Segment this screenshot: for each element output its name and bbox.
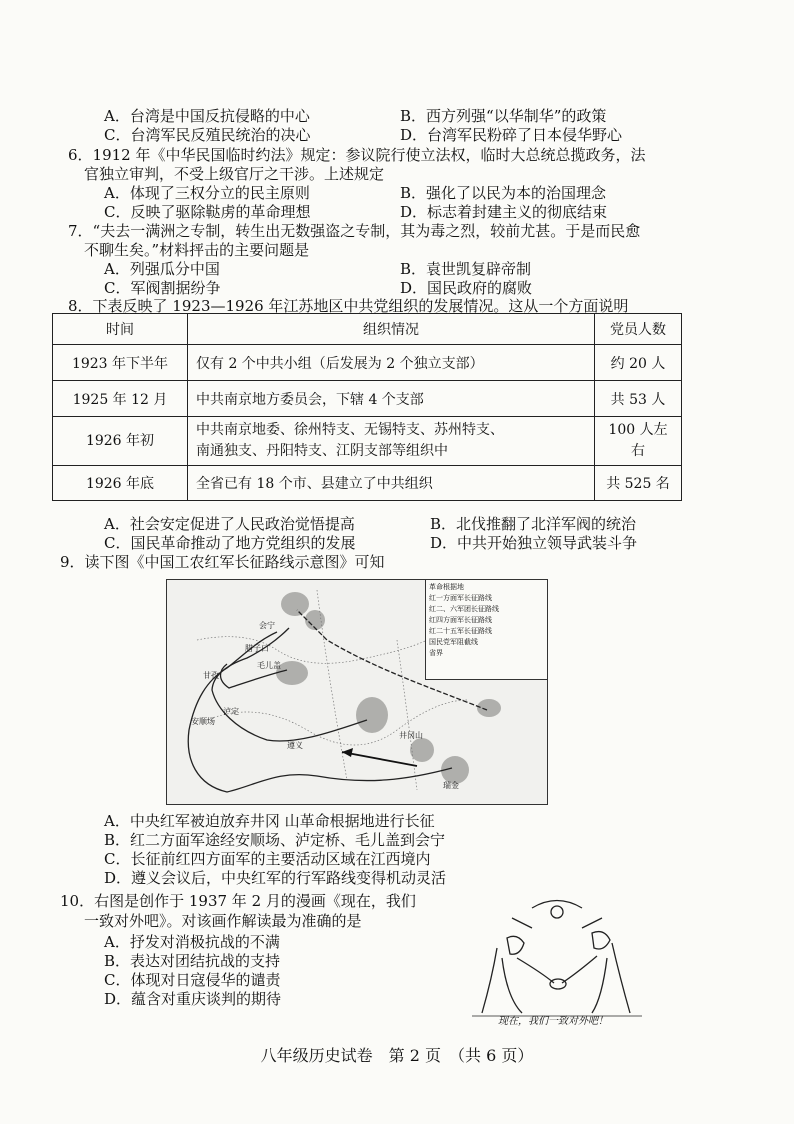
map-label: 遵义 <box>287 741 303 750</box>
q8-option-b: B．北伐推翻了北洋军阀的统治 <box>430 515 637 533</box>
map-label: 井冈山 <box>399 731 423 740</box>
cell-organization <box>188 417 595 466</box>
legend-entry: 省界 <box>429 649 443 657</box>
q6-option-d: D．标志着封建主义的彻底结束 <box>400 203 608 221</box>
cartoon-left-figure-back <box>482 948 497 1013</box>
header-time: 时间 <box>53 314 188 345</box>
q6-option-b: B．强化了以民为本的治国理念 <box>400 184 607 202</box>
legend-entry: 红四方面军长征路线 <box>429 616 492 624</box>
table-header-row <box>53 314 682 345</box>
q7-option-d: D．国民政府的腐败 <box>400 279 533 297</box>
map-label: 甘孜 <box>203 671 219 680</box>
cell-time: 1926 年底 <box>53 466 188 501</box>
cell-organization: 全省已有 18 个市、县建立了中共组织 <box>188 466 595 501</box>
map-label: 泸定 <box>223 707 239 716</box>
cell-members: 共 53 人 <box>595 381 682 417</box>
q8-option-a: A．社会安定促进了人民政治觉悟提高 <box>104 515 355 533</box>
cartoon-right-head <box>592 932 610 949</box>
map-label: 会宁 <box>259 621 275 630</box>
cartoon-right-body <box>592 958 607 1013</box>
cartoon-left-arm <box>517 958 554 983</box>
cartoon-illustration <box>462 888 652 1038</box>
map-label: 腊子口 <box>245 644 269 653</box>
table-row <box>53 466 682 501</box>
cell-organization-line2: 南通独支、丹阳特支、江阴支部等组织中 <box>196 443 448 459</box>
cell-organization: 中共南京地方委员会，下辖 4 个支部 <box>188 381 595 417</box>
cartoon-cap <box>532 901 582 909</box>
table-row <box>53 417 682 466</box>
q7-option-b: B．袁世凯复辟帝制 <box>400 260 532 278</box>
legend-entry: 红二、六军团长征路线 <box>429 605 499 613</box>
q6-option-a: A．体现了三权分立的民主原则 <box>104 184 310 202</box>
cartoon-caption: 现在，我们一致对外吧！ <box>498 1016 608 1027</box>
q6-stem-line2: 官独立审判，不受上级官厅之干涉。上述规定 <box>84 165 385 183</box>
base-area-shaanbei <box>281 592 309 616</box>
q7-option-a: A．列强瓜分中国 <box>104 260 220 278</box>
header-organization: 组织情况 <box>188 314 595 345</box>
cell-time: 1923 年下半年 <box>53 345 188 381</box>
q10-option-b: B．表达对团结抗战的支持 <box>104 952 281 970</box>
arrow-line <box>342 752 417 766</box>
cell-members: 100 人左右 <box>595 417 682 466</box>
cartoon-left-body <box>502 958 522 1013</box>
long-march-map <box>166 579 548 805</box>
map-label: 毛儿盖 <box>257 661 281 670</box>
cell-organization: 仅有 2 个中共小组（后发展为 2 个独立支部） <box>188 345 595 381</box>
q10-option-c: C．体现对日寇侵华的谴责 <box>104 971 281 989</box>
q8-option-d: D．中共开始独立领导武装斗争 <box>430 534 638 552</box>
q6-stem-line1: 6．1912 年《中华民国临时约法》规定：参议院行使立法权，临时大总统总揽政务，法 <box>68 146 646 164</box>
cell-time: 1926 年初 <box>53 417 188 466</box>
table-row <box>53 345 682 381</box>
q10-stem-line1: 10．右图是创作于 1937 年 2 月的漫画《现在，我们 <box>60 892 416 910</box>
q5-option-c: C．台湾军民反殖民统治的决心 <box>104 126 311 144</box>
cell-organization-line1: 中共南京地委、徐州特支、无锡特支、苏州特支、 <box>196 422 504 438</box>
cell-members: 约 20 人 <box>595 345 682 381</box>
base-area-xiangexi <box>356 697 388 733</box>
base-area-jinggangshan <box>410 738 434 762</box>
q5-option-d: D．台湾军民粉碎了日本侵华野心 <box>400 126 623 144</box>
q9-option-a: A．中央红军被迫放弃井冈 山革命根据地进行长征 <box>104 812 435 830</box>
header-members: 党员人数 <box>595 314 682 345</box>
legend-entry: 革命根据地 <box>429 583 464 591</box>
cartoon-left-head <box>507 936 524 954</box>
cartoon-right-figure-back <box>612 943 630 1013</box>
q7-stem-line1: 7．“夫去一满洲之专制，转生出无数强盗之专制，其为毒之烈，较前尤甚。于是而民愈 <box>68 222 641 240</box>
q10-option-d: D．蕴含对重庆谈判的期待 <box>104 990 282 1008</box>
q8-stem: 8．下表反映了 1923—1926 年江苏地区中共党组织的发展情况。这从一个方面说明 <box>68 297 629 315</box>
q9-option-d: D．遵义会议后，中央红军的行军路线变得机动灵活 <box>104 869 447 887</box>
legend-entry: 红二十五军长征路线 <box>429 627 492 635</box>
cartoon-badge <box>551 906 563 918</box>
party-development-table <box>52 313 682 501</box>
map-label: 瑞金 <box>443 781 459 790</box>
province-border <box>197 637 427 664</box>
q9-stem: 9．读下图《中国工农红军长征路线示意图》可知 <box>60 553 385 571</box>
q5-option-a: A．台湾是中国反抗侵略的中心 <box>104 107 310 125</box>
q8-option-c: C．国民革命推动了地方党组织的发展 <box>104 534 356 552</box>
cartoon-right-arm <box>562 956 597 983</box>
cartoon-handshake <box>550 979 566 989</box>
q10-stem-line2: 一致对外吧》。对该画作解读最为准确的是 <box>84 912 362 930</box>
arrow-head <box>342 748 353 757</box>
cartoon-rays <box>512 918 602 928</box>
q6-option-c: C．反映了驱除鞑虏的革命理想 <box>104 203 311 221</box>
base-area-shaanbei-2 <box>305 610 325 630</box>
q5-option-b: B．西方列强“以华制华”的政策 <box>400 107 607 125</box>
q10-option-a: A．抒发对消极抗战的不满 <box>104 933 280 951</box>
legend-entry: 红一方面军长征路线 <box>429 594 492 602</box>
legend-entry: 国民党军阻截线 <box>429 638 478 646</box>
province-border <box>397 640 417 790</box>
q7-option-c: C．军阀割据纷争 <box>104 279 221 297</box>
cell-time: 1925 年 12 月 <box>53 381 188 417</box>
cell-members: 共 525 名 <box>595 466 682 501</box>
q9-option-c: C．长征前红四方面军的主要活动区域在江西境内 <box>104 850 431 868</box>
map-legend <box>425 580 547 680</box>
table-row <box>53 381 682 417</box>
map-label: 安顺场 <box>191 717 215 726</box>
q9-option-b: B．红二方面军途经安顺场、泸定桥、毛儿盖到会宁 <box>104 831 446 849</box>
page-footer: 八年级历史试卷 第 2 页 （共 6 页） <box>260 1046 534 1065</box>
base-area-eyuwan <box>477 699 501 717</box>
q7-stem-line2: 不聊生矣。”材料抨击的主要问题是 <box>84 241 310 259</box>
